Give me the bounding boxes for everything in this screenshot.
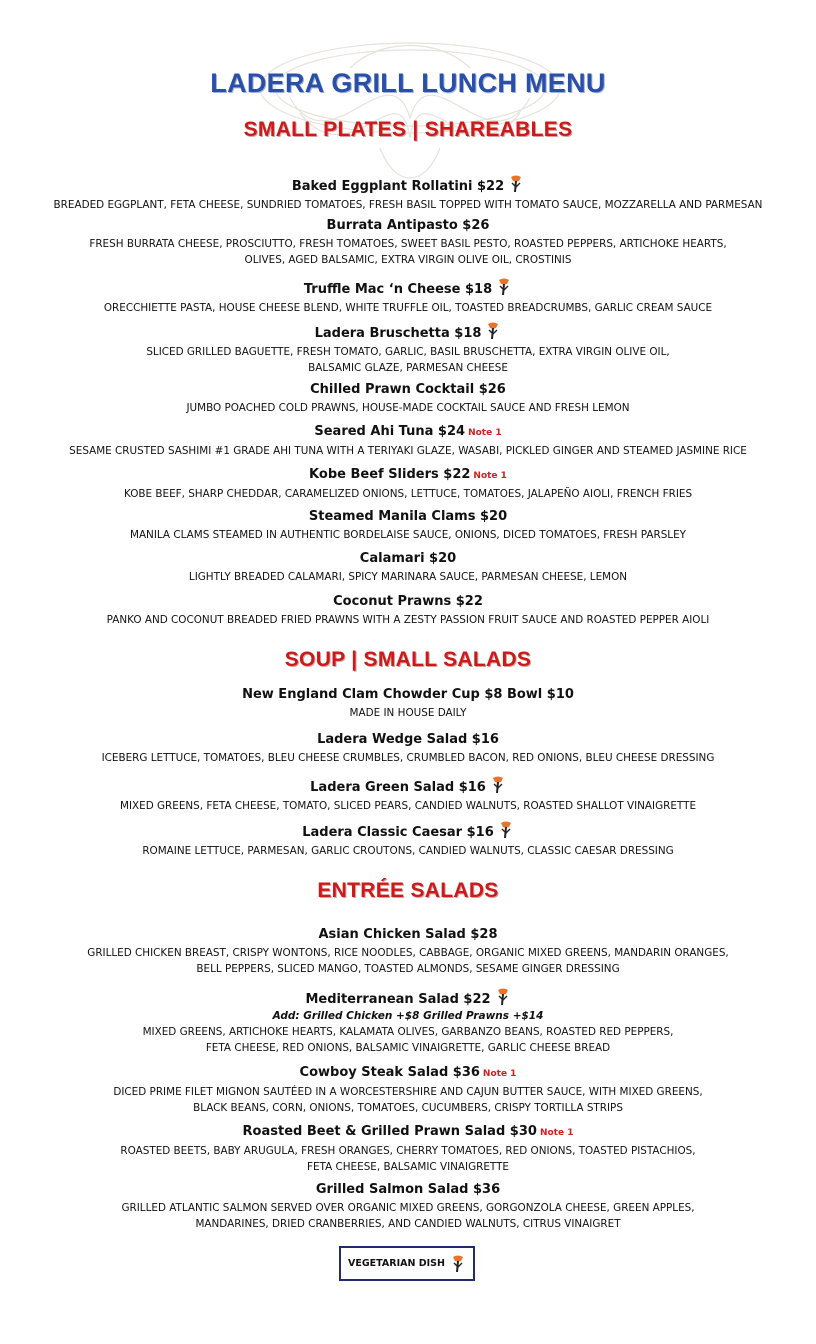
item-description: BALSAMIC GLAZE, PARMESAN CHEESE [308,362,508,374]
menu-item [0,424,816,459]
vegetarian-torch-icon [496,278,512,296]
item-addon: Add: Grilled Chicken +$8 Grilled Prawns +$14 [272,1010,544,1022]
menu-item [0,988,816,1056]
menu-item [0,509,816,543]
item-description: MIXED GREENS, FETA CHEESE, TOMATO, SLICED PEARS, CANDIED WALNUTS, ROASTED SHALLOT VINAIGRETTE [119,800,697,812]
vegetarian-torch-icon [495,988,511,1006]
menu-item [0,278,816,316]
menu-item [0,594,816,628]
menu-item [0,467,816,502]
item-description: ORECCHIETTE PASTA, HOUSE CHEESE BLEND, WHITE TRUFFLE OIL, TOASTED BREADCRUMBS, GARLIC CREAM SAUCE [103,302,713,314]
item-name: Truffle Mac ‘n Cheese $18 [303,282,493,297]
item-name: Chilled Prawn Cocktail $26 [310,382,506,397]
item-name: Grilled Salmon Salad $36 [315,1182,501,1197]
note-badge: Note 1 [482,1069,517,1079]
item-description: MANDARINES, DRIED CRANBERRIES, AND CANDIED WALNUTS, CITRUS VINAIGRET [195,1218,621,1230]
vegetarian-torch-icon [508,175,524,193]
item-description: FRESH BURRATA CHEESE, PROSCIUTTO, FRESH TOMATOES, SWEET BASIL PESTO, ROASTED PEPPERS, ARTICHOKE HEARTS, [89,238,727,250]
item-name: Steamed Manila Clams $20 [308,509,508,524]
menu-item [0,687,816,721]
item-name: Burrata Antipasto $26 [326,218,490,233]
menu-item [0,382,816,416]
menu-item [0,322,816,376]
item-name: Ladera Bruschetta $18 [314,326,482,341]
vegetarian-legend [339,1246,475,1281]
item-description: ROASTED BEETS, BABY ARUGULA, FRESH ORANGES, CHERRY TOMATOES, RED ONIONS, TOASTED PISTACHIOS, [120,1145,696,1157]
vegetarian-torch-icon [485,322,501,340]
item-name: Ladera Wedge Salad $16 [317,732,499,747]
item-description: MIXED GREENS, ARTICHOKE HEARTS, KALAMATA OLIVES, GARBANZO BEANS, ROASTED RED PEPPERS, [142,1026,674,1038]
watermark-flourish [230,28,590,198]
item-description: BLACK BEANS, CORN, ONIONS, TOMATOES, CUCUMBERS, CRISPY TORTILLA STRIPS [193,1102,623,1114]
item-description: FETA CHEESE, RED ONIONS, BALSAMIC VINAIGRETTE, GARLIC CHEESE BREAD [205,1042,611,1054]
item-description: LIGHTLY BREADED CALAMARI, SPICY MARINARA SAUCE, PARMESAN CHEESE, LEMON [188,571,628,583]
section-heading-entree-salads: ENTRÉE SALADS [317,879,499,902]
item-description: ICEBERG LETTUCE, TOMATOES, BLEU CHEESE CRUMBLES, CRUMBLED BACON, RED ONIONS, BLEU CHEESE DRESSING [101,752,715,764]
menu-item [0,218,816,268]
note-badge: Note 1 [539,1128,574,1138]
vegetarian-torch-icon [498,821,514,839]
section-heading-small-plates: SMALL PLATES | SHAREABLES [243,118,573,141]
item-name: Seared Ahi Tuna $24 [314,424,466,439]
item-description: MANILA CLAMS STEAMED IN AUTHENTIC BORDELAISE SAUCE, ONIONS, DICED TOMATOES, FRESH PARSLEY [129,529,686,541]
item-description: DICED PRIME FILET MIGNON SAUTÉED IN A WORCESTERSHIRE AND CAJUN BUTTER SAUCE, WITH MIXED GREENS, [113,1086,703,1098]
item-name: Kobe Beef Sliders $22 [309,467,471,482]
menu-item [0,776,816,814]
legend-label: VEGETARIAN DISH [348,1258,445,1269]
vegetarian-torch-icon [450,1255,466,1273]
menu-item [0,1065,816,1116]
vegetarian-torch-icon [490,776,506,794]
item-description: GRILLED ATLANTIC SALMON SERVED OVER ORGANIC MIXED GREENS, GORGONZOLA CHEESE, GREEN APPLES, [121,1202,695,1214]
item-name: Ladera Green Salad $16 [310,780,486,795]
section-heading-soup-salads: SOUP | SMALL SALADS [284,648,532,671]
item-name: Cowboy Steak Salad $36 [299,1065,480,1080]
menu-item [0,732,816,766]
menu-item [0,821,816,859]
note-badge: Note 1 [473,471,507,481]
item-name: Roasted Beet & Grilled Prawn Salad $30 [242,1124,537,1139]
menu-item [0,927,816,977]
menu-item [0,1124,816,1175]
menu-item [0,1182,816,1232]
item-description: FETA CHEESE, BALSAMIC VINAIGRETTE [307,1161,509,1173]
item-name: Mediterranean Salad $22 [305,992,491,1007]
item-name: Calamari $20 [359,551,457,566]
item-description: GRILLED CHICKEN BREAST, CRISPY WONTONS, RICE NOODLES, CABBAGE, ORGANIC MIXED GREENS, MANDARIN ORANGES, [87,947,729,959]
note-badge: Note 1 [468,428,502,438]
item-description: JUMBO POACHED COLD PRAWNS, HOUSE-MADE COCKTAIL SAUCE AND FRESH LEMON [186,402,630,414]
menu-title: LADERA GRILL LUNCH MENU [210,68,606,98]
item-description: MADE IN HOUSE DAILY [349,707,467,719]
menu-item [0,551,816,585]
item-description: BELL PEPPERS, SLICED MANGO, TOASTED ALMONDS, SESAME GINGER DRESSING [196,963,620,975]
menu-item [0,175,816,213]
item-name: New England Clam Chowder Cup $8 Bowl $10 [242,687,574,702]
item-description: KOBE BEEF, SHARP CHEDDAR, CARAMELIZED ONIONS, LETTUCE, TOMATOES, JALAPEÑO AIOLI, FRENCH FRIES [123,488,693,500]
item-name: Baked Eggplant Rollatini $22 [291,179,505,194]
item-description: SLICED GRILLED BAGUETTE, FRESH TOMATO, GARLIC, BASIL BRUSCHETTA, EXTRA VIRGIN OLIVE OIL, [146,346,670,358]
item-description: BREADED EGGPLANT, FETA CHEESE, SUNDRIED TOMATOES, FRESH BASIL TOPPED WITH TOMATO SAUCE, MOZZARELLA AND PARMESAN [53,199,763,211]
item-name: Ladera Classic Caesar $16 [302,825,494,840]
item-description: SESAME CRUSTED SASHIMI #1 GRADE AHI TUNA WITH A TERIYAKI GLAZE, WASABI, PICKLED GINGER AND STEAMED JASMINE RICE [69,445,747,457]
item-name: Asian Chicken Salad $28 [318,927,498,942]
item-description: PANKO AND COCONUT BREADED FRIED PRAWNS WITH A ZESTY PASSION FRUIT SAUCE AND ROASTED PEPPER AIOLI [106,614,710,626]
item-description: ROMAINE LETTUCE, PARMESAN, GARLIC CROUTONS, CANDIED WALNUTS, CLASSIC CAESAR DRESSING [142,845,674,857]
item-description: OLIVES, AGED BALSAMIC, EXTRA VIRGIN OLIVE OIL, CROSTINIS [244,254,572,266]
item-name: Coconut Prawns $22 [333,594,483,609]
